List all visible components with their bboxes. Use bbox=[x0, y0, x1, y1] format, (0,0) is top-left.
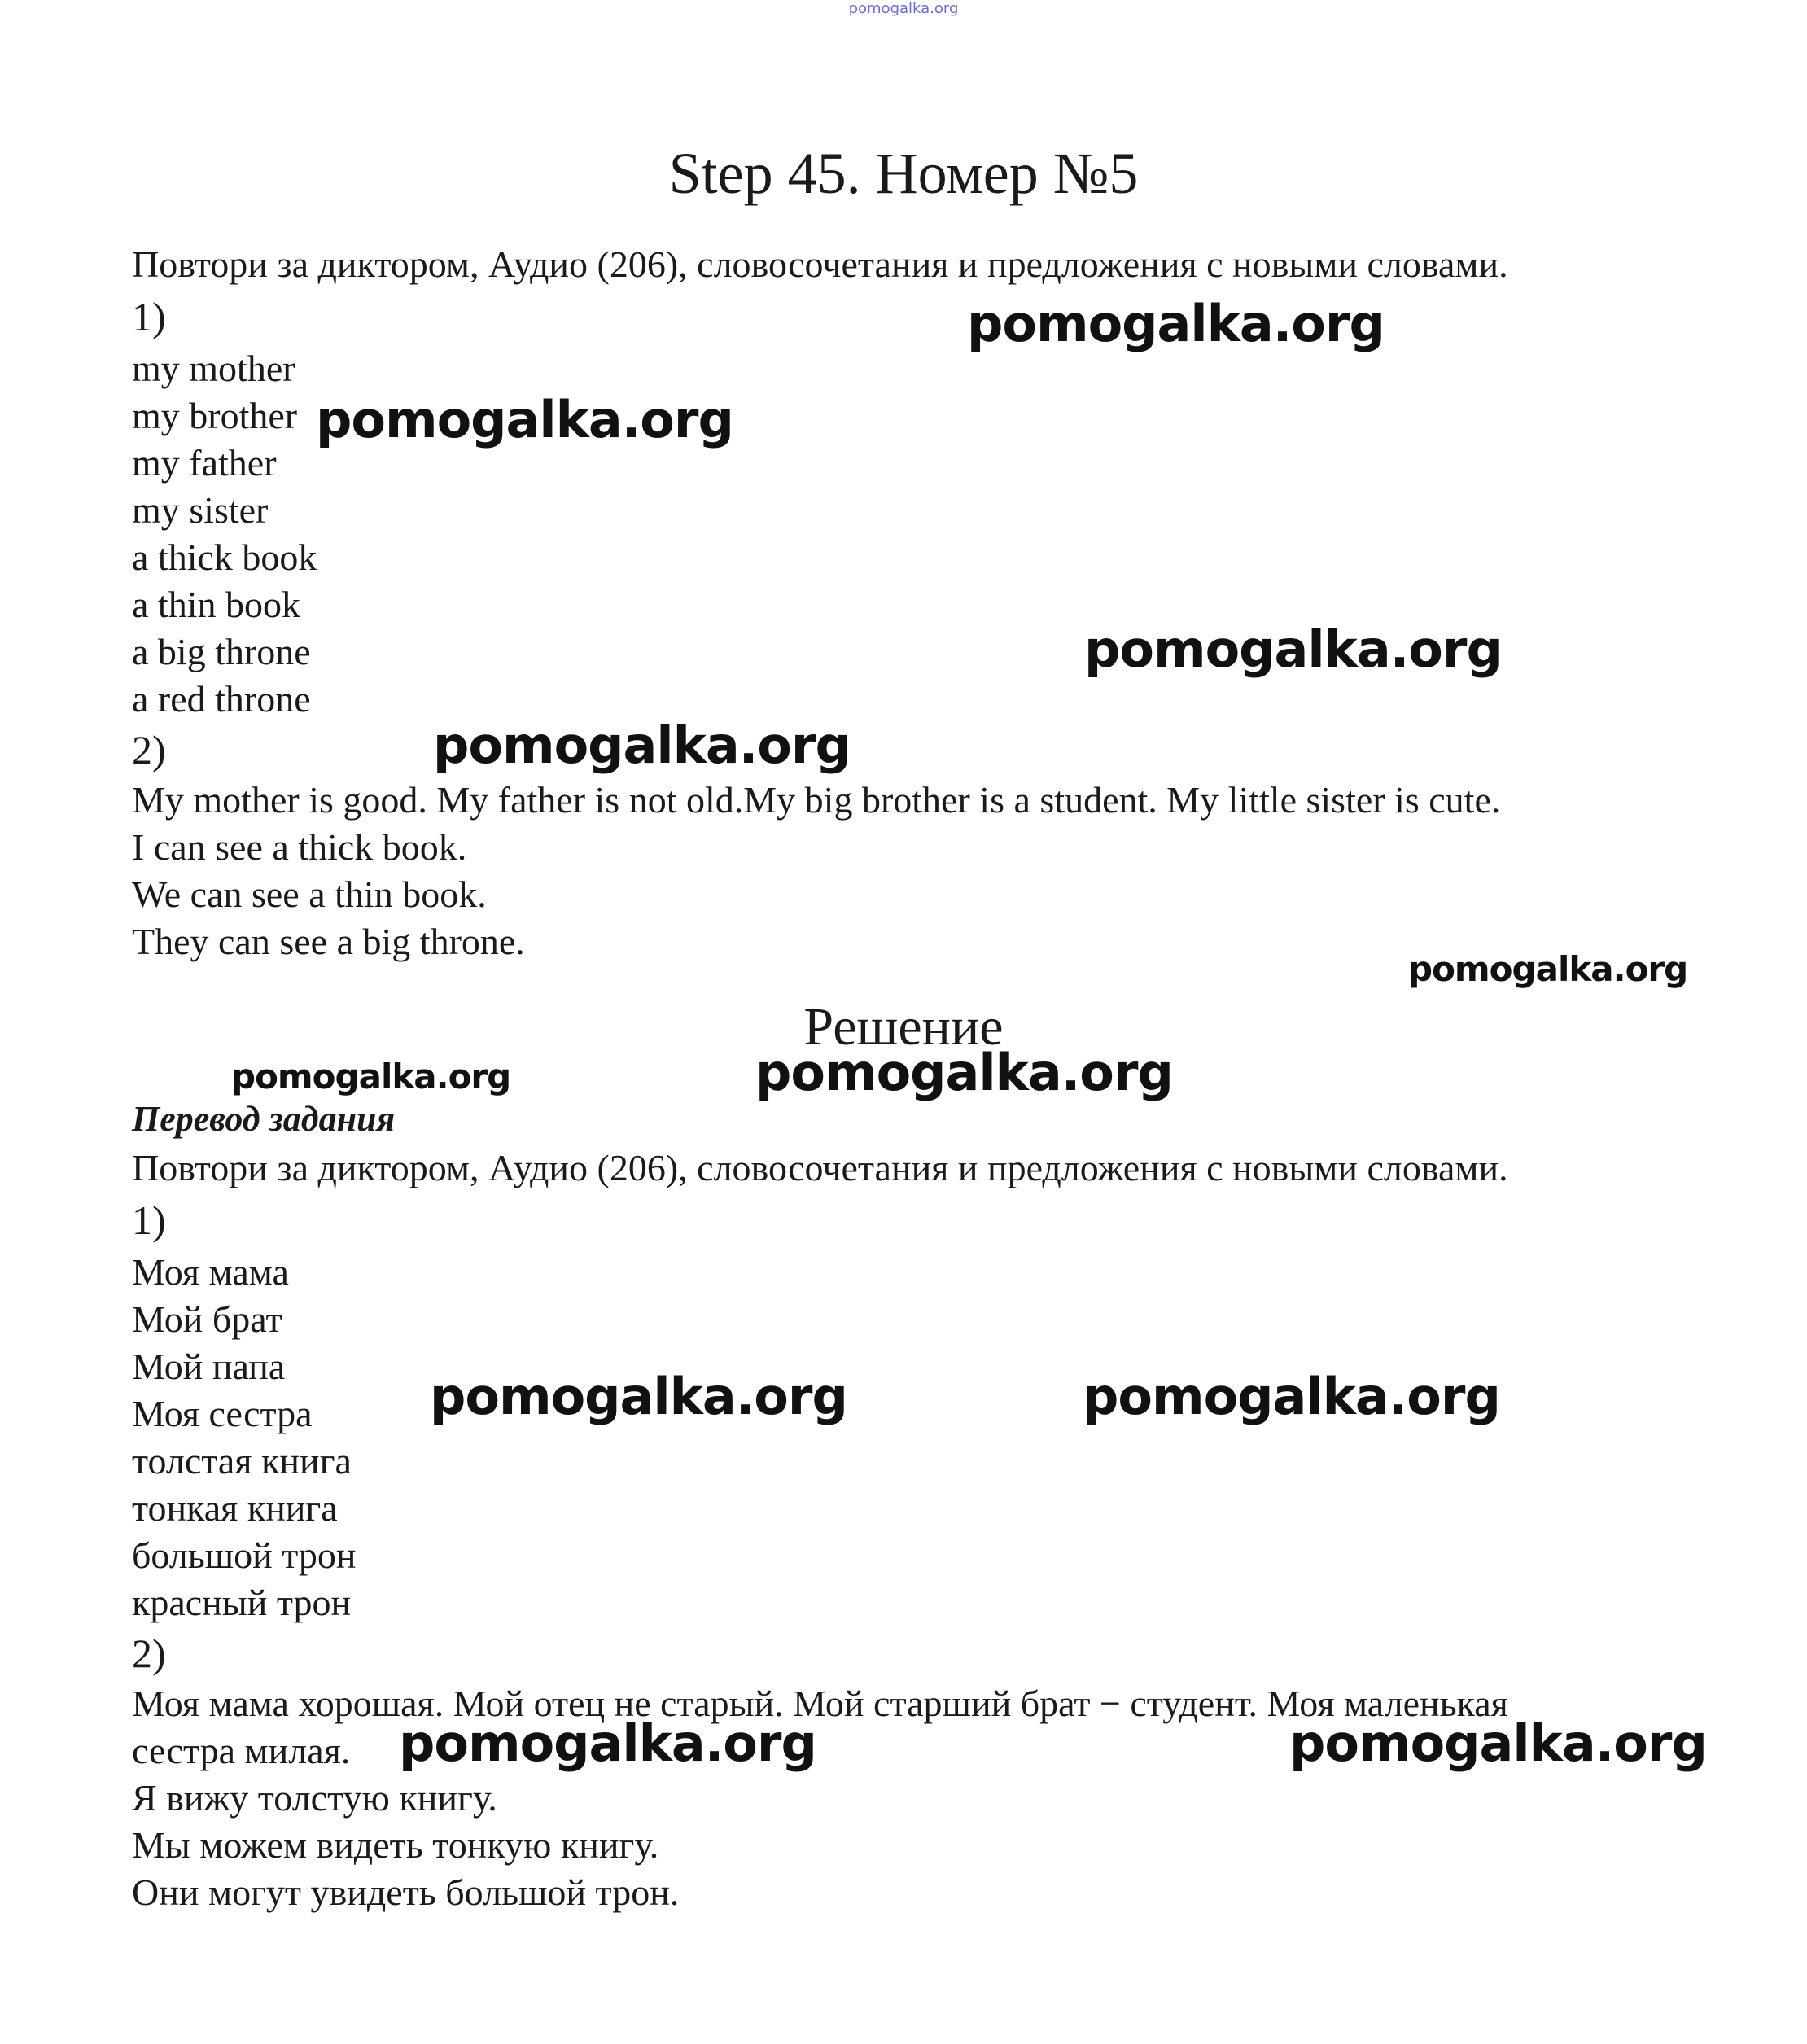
watermark-text: pomogalka.org bbox=[1084, 619, 1502, 679]
task-phrase: a thin book bbox=[132, 584, 300, 625]
top-watermark: pomogalka.org bbox=[848, 0, 959, 17]
watermark-text: pomogalka.org bbox=[399, 1714, 816, 1773]
translation-heading: Перевод задания bbox=[132, 1099, 396, 1139]
solution-sentence: Они могут увидеть большой трон. bbox=[132, 1871, 680, 1913]
solution-phrase: Моя сестра bbox=[132, 1393, 313, 1434]
task-phrase: my sister bbox=[132, 489, 269, 531]
solution-part2-label: 2) bbox=[132, 1630, 166, 1676]
task-sentence: My mother is good. My father is not old.My big brother is a student. My little sister is cute. bbox=[132, 779, 1501, 821]
watermark-text: pomogalka.org bbox=[1083, 1367, 1500, 1426]
task-phrase: my brother bbox=[132, 395, 298, 436]
solution-phrase: толстая книга bbox=[132, 1440, 352, 1482]
task-phrase: a big throne bbox=[132, 631, 311, 672]
watermark-text: pomogalka.org bbox=[755, 1043, 1173, 1102]
watermark-text: pomogalka.org bbox=[1289, 1714, 1707, 1773]
task-sentence: I can see a thick book. bbox=[132, 826, 467, 868]
solution-heading: Решение bbox=[803, 997, 1004, 1057]
watermark-text: pomogalka.org bbox=[430, 1367, 847, 1426]
solution-phrase: тонкая книга bbox=[132, 1487, 338, 1529]
page-title: Step 45. Номер №5 bbox=[668, 141, 1139, 206]
task-part1-label: 1) bbox=[132, 294, 166, 339]
watermark-text: pomogalka.org bbox=[316, 390, 733, 449]
task-sentence: They can see a big throne. bbox=[132, 921, 525, 962]
solution-phrase: Мой брат bbox=[132, 1298, 282, 1340]
solution-sentence: Моя мама хорошая. Мой отец не старый. Мой старший брат − студент. Моя маленькая bbox=[132, 1683, 1508, 1724]
task-phrase: my father bbox=[132, 442, 277, 484]
watermark-text: pomogalka.org bbox=[967, 294, 1385, 353]
task-phrase: a red throne bbox=[132, 678, 311, 720]
solution-instruction: Повтори за диктором, Аудио (206), словосочетания и предложения с новыми словами. bbox=[132, 1147, 1508, 1188]
watermark-text: pomogalka.org bbox=[1408, 949, 1688, 989]
solution-sentence: Мы можем видеть тонкую книгу. bbox=[132, 1824, 659, 1866]
solution-part1-label: 1) bbox=[132, 1197, 166, 1243]
watermark-text: pomogalka.org bbox=[231, 1057, 511, 1096]
solution-sentence: Я вижу толстую книгу. bbox=[132, 1777, 497, 1819]
task-phrase: my mother bbox=[132, 348, 295, 389]
task-sentence: We can see a thin book. bbox=[132, 873, 487, 915]
watermark-text: pomogalka.org bbox=[433, 716, 851, 775]
task-instruction: Повтори за диктором, Аудио (206), словосочетания и предложения с новыми словами. bbox=[132, 243, 1508, 285]
solution-phrase: Моя мама bbox=[132, 1251, 289, 1293]
solution-phrase: Мой папа bbox=[132, 1346, 286, 1387]
solution-phrase: красный трон bbox=[132, 1582, 352, 1623]
task-part2-label: 2) bbox=[132, 727, 166, 773]
task-phrase: a thick book bbox=[132, 536, 317, 578]
solution-sentence: сестра милая. bbox=[132, 1730, 351, 1771]
solution-phrase: большой трон bbox=[132, 1534, 357, 1576]
